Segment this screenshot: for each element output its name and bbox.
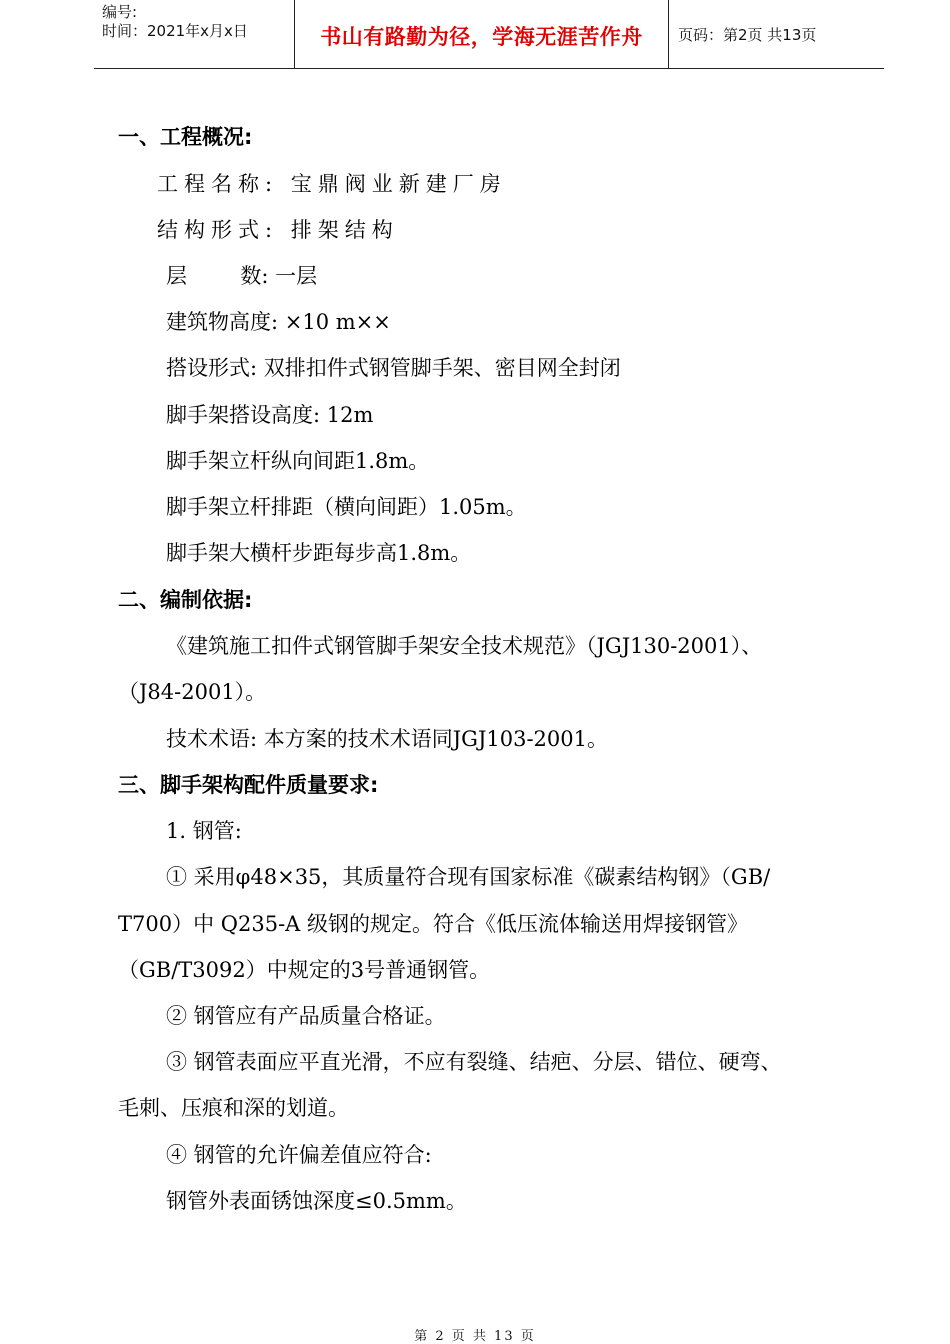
- pole-spacing: 脚手架立杆纵向间距1.8m。: [166, 449, 430, 473]
- header-motto: 书山有路勤为径，学海无涯苦作舟: [320, 25, 643, 49]
- header-page-number: 页码：第2页 共13页: [678, 26, 817, 44]
- paragraph-line: 毛刺、压痕和深的划道。: [118, 1096, 349, 1120]
- erection-form: 搭设形式: 双排扣件式钢管脚手架、密目网全封闭: [166, 356, 621, 380]
- technical-terms: 技术术语: 本方案的技术术语同JGJ103-2001。: [166, 727, 608, 751]
- paragraph-line: T700）中 Q235-A 级钢的规定。符合《低压流体输送用焊接钢管》: [118, 912, 748, 936]
- header-meta: [102, 3, 248, 41]
- step-height: 脚手架大横杆步距每步高1.8m。: [166, 541, 472, 565]
- section-heading-quality: 三、脚手架构配件质量要求:: [118, 773, 379, 797]
- item-steel-pipe: 1. 钢管:: [166, 819, 242, 843]
- floor-count: 层 数: 一层: [166, 264, 318, 288]
- page-header: [94, 0, 884, 69]
- header-divider: [668, 0, 669, 68]
- row-spacing: 脚手架立杆排距（横向间距）1.05m。: [166, 495, 527, 519]
- paragraph-line: （GB/T3092）中规定的3号普通钢管。: [118, 958, 491, 982]
- building-height: 建筑物高度: ×10 m××: [166, 310, 391, 334]
- paragraph-line: ② 钢管应有产品质量合格证。: [166, 1004, 446, 1028]
- page-footer: 第 2 页 共 13 页: [414, 1329, 536, 1344]
- scaffold-height: 脚手架搭设高度: 12m: [166, 403, 374, 427]
- document-number-label: 编号:: [102, 3, 138, 21]
- structure-type: 结构形式: 排架结构: [157, 218, 399, 242]
- reference-line: 《建筑施工扣件式钢管脚手架安全技术规范》（JGJ130-2001）、: [166, 634, 763, 658]
- paragraph-line: ① 采用φ48×35，其质量符合现有国家标准《碳素结构钢》（GB/: [166, 865, 771, 889]
- section-heading-overview: 一、工程概况:: [118, 125, 253, 149]
- reference-line: （J84-2001）。: [118, 680, 267, 704]
- document-time-label: 时间：2021年x月x日: [102, 22, 248, 40]
- section-heading-basis: 二、编制依据:: [118, 588, 253, 612]
- paragraph-line: ④ 钢管的允许偏差值应符合:: [166, 1143, 432, 1167]
- project-name: 工程名称: 宝鼎阀业新建厂房: [157, 172, 507, 196]
- paragraph-line: 钢管外表面锈蚀深度≤0.5mm。: [166, 1189, 467, 1213]
- paragraph-line: ③ 钢管表面应平直光滑，不应有裂缝、结疤、分层、错位、硬弯、: [166, 1050, 782, 1074]
